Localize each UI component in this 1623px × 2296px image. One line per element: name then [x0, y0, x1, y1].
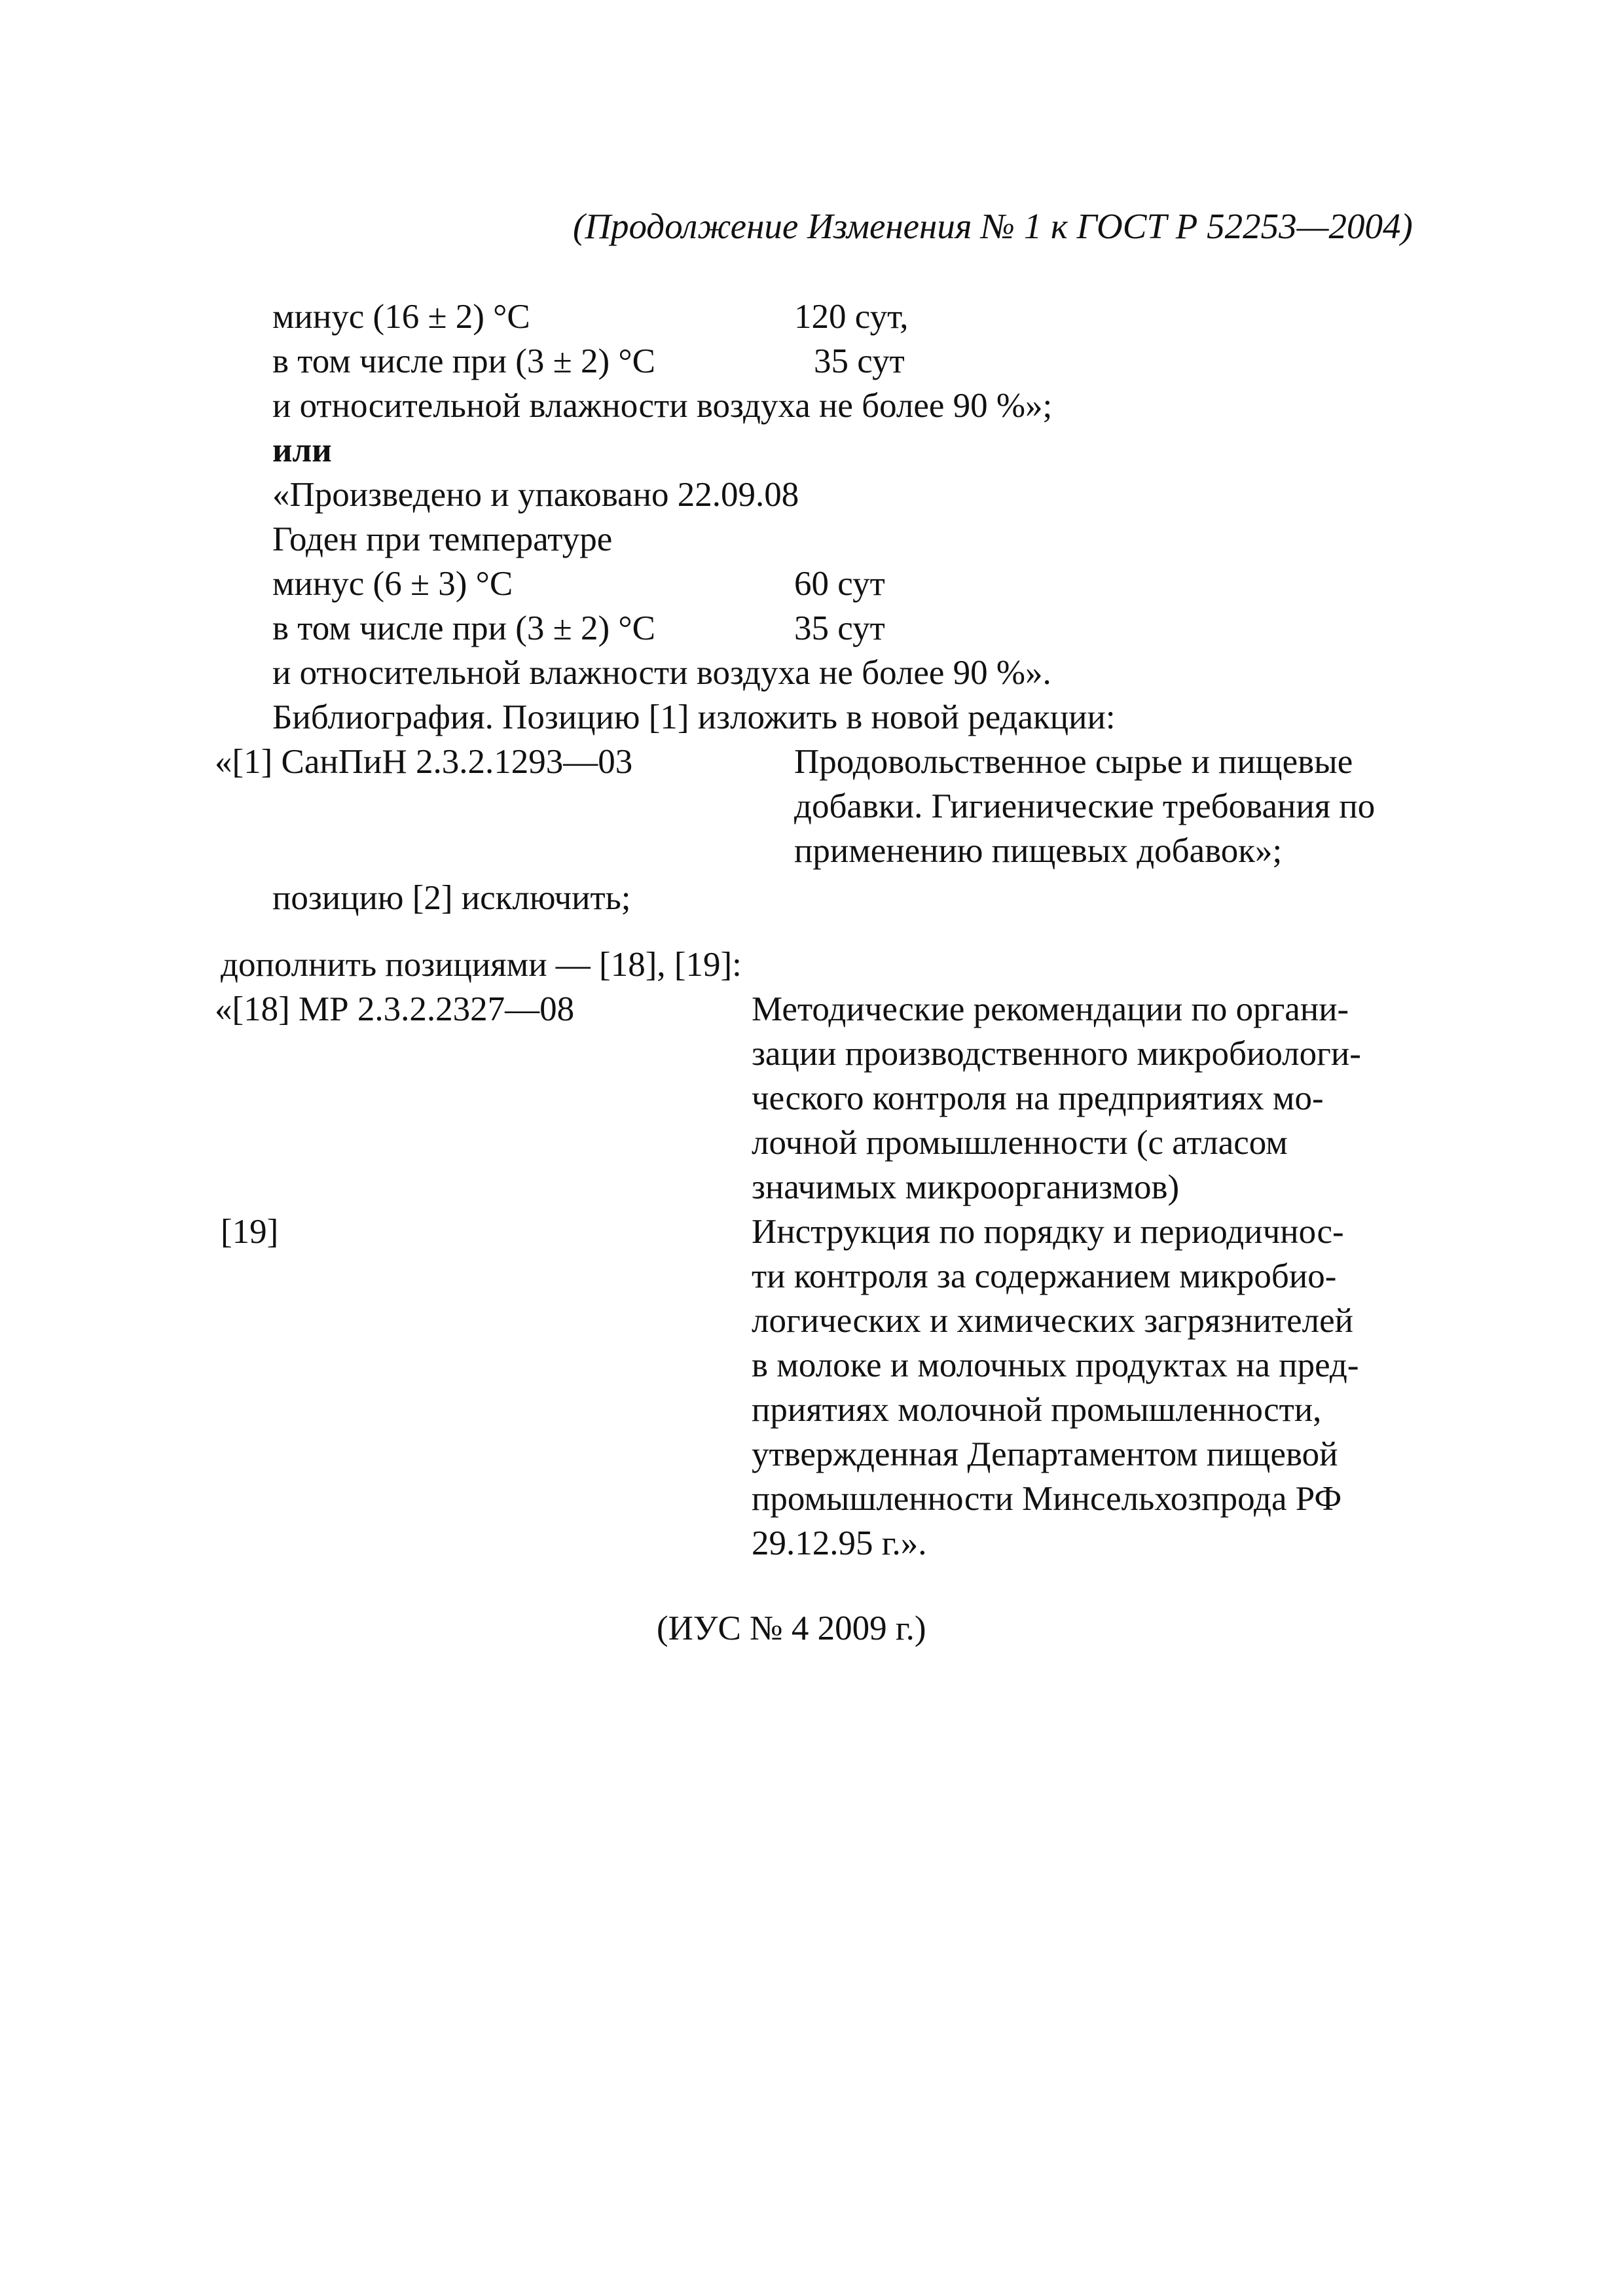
storage-line-4-duration: 35 сут: [794, 609, 885, 647]
ref-19-text-line-5: приятиях молочной промышленности,: [752, 1391, 1322, 1429]
ref-19-text-line-8: 29.12.95 г.».: [752, 1524, 927, 1562]
ref-19-text-line-2: ти контроля за содержанием микробио-: [752, 1257, 1337, 1295]
add-positions-line: дополнить позициями — [18], [19]:: [221, 946, 742, 984]
ref-19-text-line-4: в молоке и молочных продуктах на пред-: [752, 1346, 1359, 1384]
ref-18-text-line-4: лочной промышленности (с атласом: [752, 1124, 1288, 1162]
humidity-line-1: и относительной влажности воздуха не более 90 %»;: [272, 387, 1053, 425]
ref-18-text-line-2: зации производственного микробиологи-: [752, 1035, 1361, 1073]
storage-line-2-duration: 35 сут: [814, 342, 905, 380]
page-header: (Продолжение Изменения № 1 к ГОСТ Р 52253—2004): [573, 206, 1413, 246]
or-word: или: [272, 431, 332, 469]
ref-1-text-line-1: Продовольственное сырье и пищевые: [794, 743, 1353, 781]
bibliography-intro: Библиография. Позицию [1] изложить в новой редакции:: [272, 698, 1116, 736]
produced-line: «Произведено и упаковано 22.09.08: [272, 476, 799, 514]
exclude-position-line: позицию [2] исключить;: [272, 879, 631, 917]
ref-19-text-line-7: промышленности Минсельхозпрода РФ: [752, 1480, 1342, 1518]
ref-1-text-line-2: добавки. Гигиенические требования по: [794, 787, 1376, 825]
ref-19-label: [19]: [221, 1213, 279, 1251]
storage-line-4-condition: в том числе при (3 ± 2) °С: [272, 609, 655, 647]
ref-18-text-line-1: Методические рекомендации по органи-: [752, 990, 1349, 1028]
storage-line-1-condition: минус (16 ± 2) °С: [272, 298, 530, 336]
storage-line-3-condition: минус (6 ± 3) °С: [272, 565, 513, 603]
ref-19-text-line-6: утвержденная Департаментом пищевой: [752, 1435, 1338, 1473]
storage-line-1-duration: 120 сут,: [794, 298, 909, 336]
ius-footer-reference: (ИУС № 4 2009 г.): [657, 1609, 926, 1647]
storage-line-2-condition: в том числе при (3 ± 2) °С: [272, 342, 655, 380]
ref-18-text-line-3: ческого контроля на предприятиях мо-: [752, 1079, 1324, 1117]
ref-1-text-line-3: применению пищевых добавок»;: [794, 832, 1283, 870]
storage-line-3-duration: 60 сут: [794, 565, 885, 603]
humidity-line-2: и относительной влажности воздуха не более 90 %».: [272, 654, 1051, 692]
ref-1-label: «[1] СанПиН 2.3.2.1293—03: [215, 743, 633, 781]
ref-19-text-line-1: Инструкция по порядку и периодичнос-: [752, 1213, 1344, 1251]
ref-19-text-line-3: логических и химических загрязнителей: [752, 1302, 1353, 1340]
ref-18-text-line-5: значимых микроорганизмов): [752, 1168, 1180, 1206]
ref-18-label: «[18] МР 2.3.2.2327—08: [215, 990, 575, 1028]
valid-at-temperature-line: Годен при температуре: [272, 520, 613, 558]
